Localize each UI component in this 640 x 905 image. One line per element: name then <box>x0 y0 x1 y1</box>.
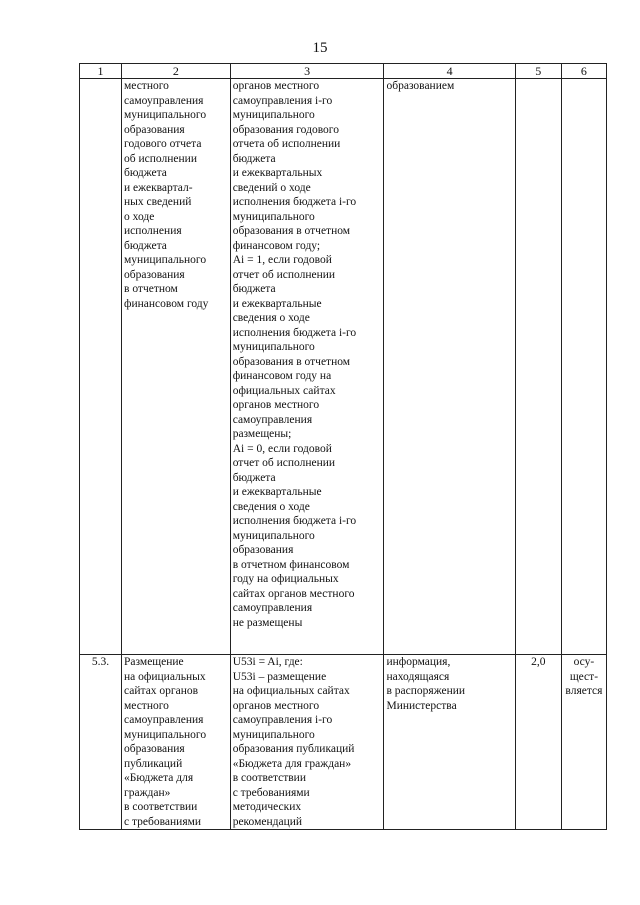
cell-text-line: с требованиями <box>124 815 202 828</box>
cell-text-line: образованием <box>386 80 455 92</box>
cell-formula <box>230 655 384 830</box>
page-number: 15 <box>312 40 328 56</box>
cell-weight <box>515 655 561 830</box>
cell-text-line: финансовом году на <box>232 370 332 382</box>
cell-text-line: 2,0 <box>531 656 546 668</box>
cell-text-line: образования в отчетном <box>232 225 351 237</box>
cell-text-line: в отчетном финансовом <box>232 558 350 571</box>
cell-text-line: муниципального <box>232 341 315 353</box>
cell-text-line: муниципального <box>232 109 315 121</box>
cell-text-line: отчета об исполнении <box>232 138 341 150</box>
cell-text-line: об исполнении <box>124 152 197 165</box>
cell-number <box>80 655 122 830</box>
cell-text-line: исполнения бюджета i-го <box>232 515 357 527</box>
cell-weight <box>515 79 561 655</box>
cell-text-line: образования <box>124 268 185 281</box>
header-cell: 2 <box>122 64 231 79</box>
cell-text-line: Ai = 0, если годовой <box>232 442 332 455</box>
cell-text-line: самоуправления <box>232 413 313 426</box>
cell-text-line: Размещение <box>124 656 184 668</box>
cell-text-line: самоуправления i-го <box>232 714 333 726</box>
cell-status <box>561 655 606 830</box>
cell-text-line: сведения о ходе <box>232 312 310 324</box>
cell-text-line: сведений о ходе <box>232 181 311 194</box>
cell-text-line: муниципального <box>232 210 315 223</box>
cell-text-line: в отчетном <box>124 283 178 295</box>
indicator-table <box>79 63 607 830</box>
cell-text-line: граждан» <box>124 786 171 799</box>
header-cell: 6 <box>561 64 606 79</box>
cell-text-line: официальных сайтах <box>232 384 336 397</box>
cell-text-line: бюджета <box>124 239 167 252</box>
cell-text-line: публикаций <box>124 757 183 770</box>
cell-text-line: и ежеквартальные <box>232 297 322 310</box>
cell-text-line: муниципального <box>124 728 207 741</box>
table-row <box>80 79 607 655</box>
cell-text-line: Ai = 1, если годовой <box>232 254 332 266</box>
cell-text-line: образования годового <box>232 123 339 136</box>
cell-text-line: финансовом году; <box>232 239 321 252</box>
cell-text-line: Министерства <box>386 699 457 712</box>
cell-text-line: образования <box>232 544 294 556</box>
table-header-row <box>80 64 607 79</box>
cell-text-line: исполнения <box>124 225 182 237</box>
cell-text-line: образования <box>124 743 185 755</box>
cell-text-line: не размещены <box>232 616 303 629</box>
cell-text-line: бюджета <box>232 471 276 484</box>
cell-text-line: в соответствии <box>232 772 306 784</box>
cell-text-line: информация, <box>386 656 451 668</box>
cell-text-line: сайтах органов местного <box>232 587 355 600</box>
cell-text-line: щест- <box>569 670 599 683</box>
cell-text-line: самоуправления <box>232 602 313 614</box>
cell-text-line: и ежеквартальные <box>232 486 322 498</box>
cell-number <box>80 79 122 655</box>
cell-text-line: о ходе <box>124 210 155 223</box>
cell-text-line: образования в отчетном <box>232 355 351 368</box>
cell-text-line: органов местного <box>232 699 320 712</box>
header-cell: 5 <box>515 64 561 79</box>
cell-text-line: финансовом году <box>124 297 209 310</box>
cell-text-line: в распоряжении <box>386 685 466 697</box>
cell-text-line: вляется <box>565 685 603 697</box>
cell-text-line: отчет об исполнении <box>232 457 336 469</box>
cell-text-line: самоуправления i-го <box>232 94 333 107</box>
cell-text-line: образования <box>124 123 185 136</box>
cell-text-line: отчет об исполнении <box>232 268 336 281</box>
cell-text-line: образования публикаций <box>232 743 355 755</box>
cell-text-line: исполнения бюджета i-го <box>232 326 357 339</box>
cell-text-line: органов местного <box>232 80 320 92</box>
cell-text-line: бюджета <box>124 167 167 179</box>
cell-text-line: бюджета <box>232 152 276 165</box>
cell-text-line: 5.3. <box>91 656 110 668</box>
cell-text-line: году на официальных <box>232 573 339 585</box>
cell-text-line: «Бюджета для <box>124 772 194 784</box>
cell-text-line: U53i – размещение <box>232 670 327 683</box>
table-row <box>80 655 607 830</box>
cell-text-line: с требованиями <box>232 786 310 799</box>
cell-text-line: самоуправления <box>124 94 204 107</box>
cell-text-line: самоуправления <box>124 714 204 726</box>
cell-text-line: на официальных <box>124 670 206 683</box>
cell-text-line: местного <box>124 80 169 92</box>
cell-text-line: годового отчета <box>124 138 202 150</box>
cell-text-line: «Бюджета для граждан» <box>232 757 352 770</box>
cell-text-line: в соответствии <box>124 801 198 813</box>
cell-text-line: сайтах органов <box>124 685 199 697</box>
cell-text-line: муниципального <box>232 728 315 741</box>
cell-text-line: U53i = Ai, где: <box>232 656 303 668</box>
cell-text-line: исполнения бюджета i-го <box>232 196 357 208</box>
cell-text-line: методических <box>232 801 302 813</box>
cell-text-line: муниципального <box>124 109 207 121</box>
cell-text-line: размещены; <box>232 428 292 440</box>
cell-text-line: рекомендаций <box>232 815 303 828</box>
cell-text-line: муниципального <box>232 529 315 542</box>
cell-text-line: муниципального <box>124 254 207 266</box>
cell-text-line: находящаяся <box>386 670 450 683</box>
cell-indicator-name <box>122 655 231 830</box>
cell-text-line: местного <box>124 699 169 712</box>
cell-status <box>561 79 606 655</box>
header-cell: 3 <box>230 64 384 79</box>
cell-text-line: органов местного <box>232 399 320 411</box>
cell-text-line: и ежеквартал- <box>124 181 193 194</box>
cell-source <box>384 655 515 830</box>
cell-text-line: бюджета <box>232 283 276 295</box>
cell-text-line: на официальных сайтах <box>232 685 350 697</box>
cell-text-line: осу- <box>573 656 595 668</box>
cell-text-line: ных сведений <box>124 196 192 208</box>
cell-indicator-name <box>122 79 231 655</box>
cell-text-line: сведения о ходе <box>232 500 310 513</box>
cell-source <box>384 79 515 655</box>
header-cell: 1 <box>80 64 122 79</box>
header-cell: 4 <box>384 64 515 79</box>
cell-text-line: и ежеквартальных <box>232 167 323 179</box>
cell-formula <box>230 79 384 655</box>
